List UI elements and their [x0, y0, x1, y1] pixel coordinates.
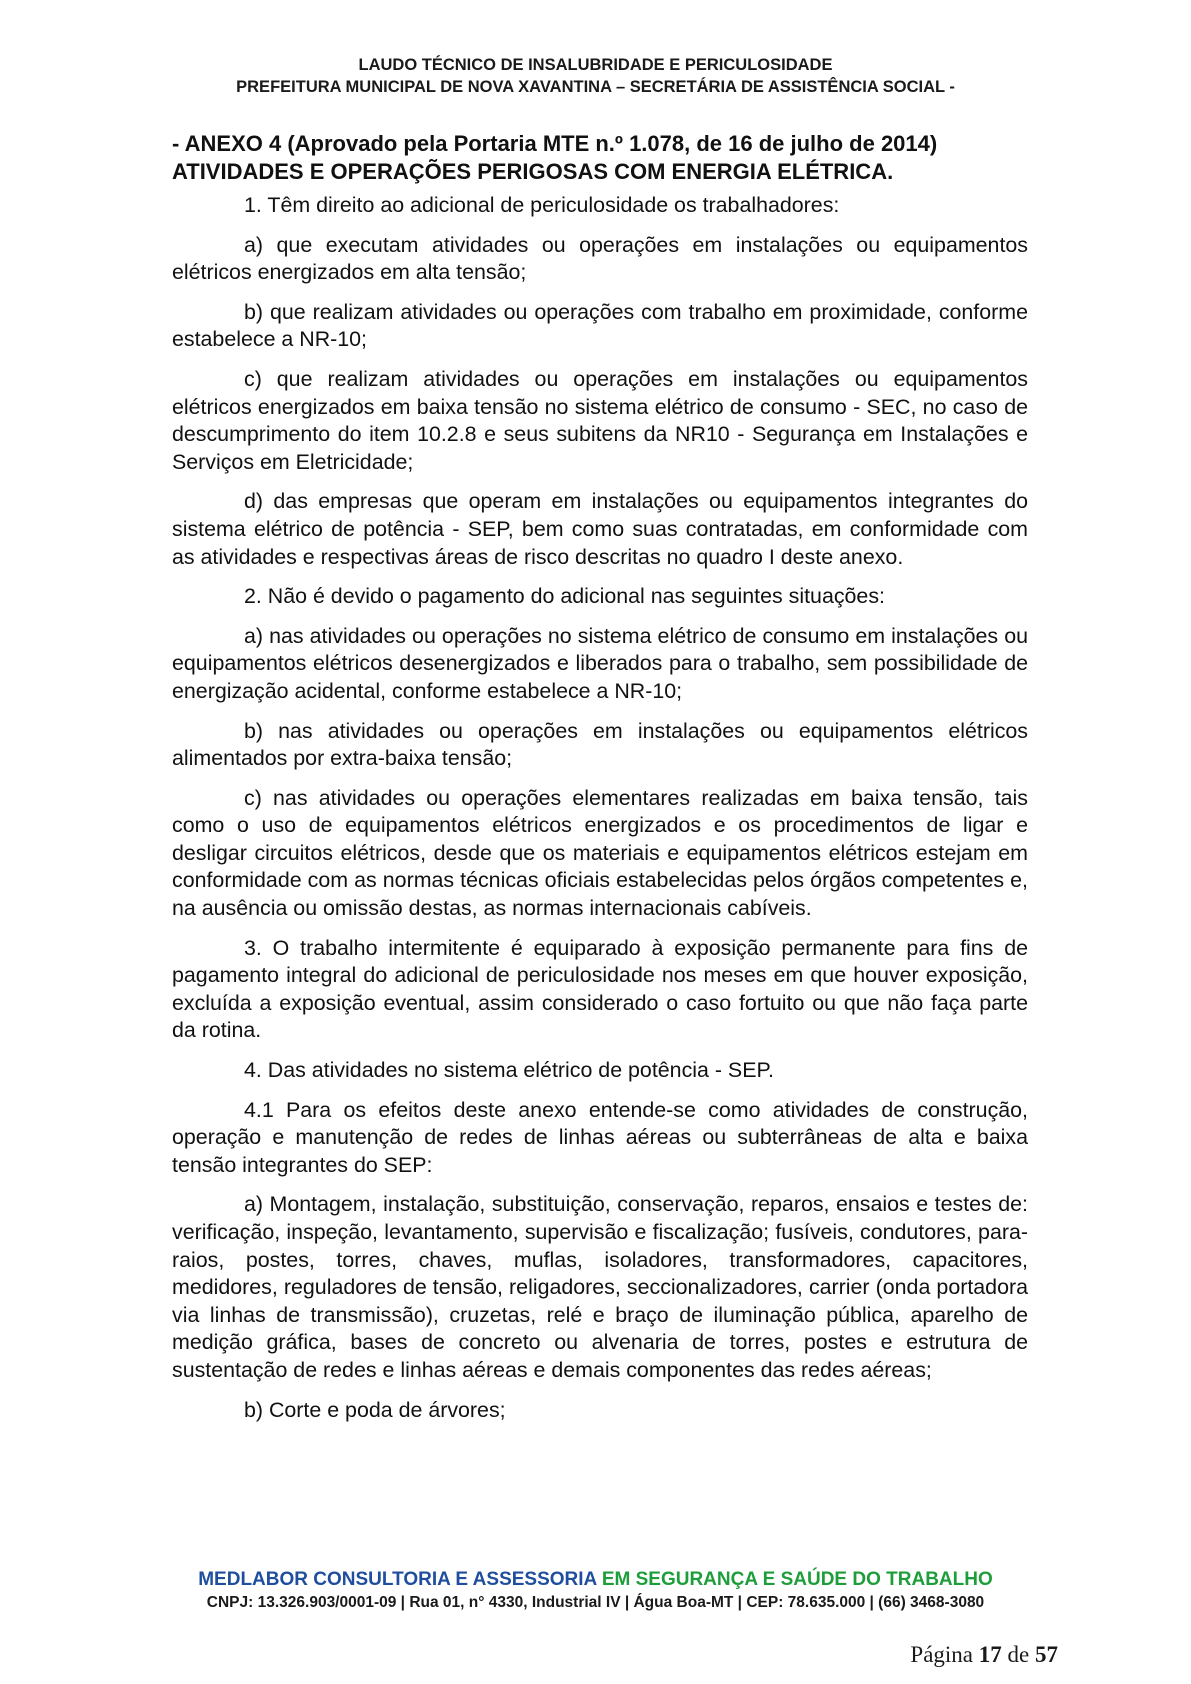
- paragraph: c) nas atividades ou operações elementares realizadas em baixa tensão, tais como o uso de equipamentos elétricos energizados e os procedimentos de ligar e desligar circuitos elétricos, desde que os materiais e equipamentos elétricos estejam em conformidade com as normas técnicas oficiais estabelecidas pelos órgãos competentes e, na ausência ou omissão destas, as normas internacionais cabíveis.: [172, 785, 1028, 921]
- document-body: [172, 130, 1028, 1436]
- annex-title: [172, 130, 1028, 186]
- paragraph: 3. O trabalho intermitente é equiparado à exposição permanente para fins de pagamento integral do adicional de periculosidade nos meses em que houver exposição, excluída a exposição eventual, assim considerado o caso fortuito ou que não faça parte da rotina.: [172, 935, 1028, 1043]
- page-total: 57: [1035, 1642, 1058, 1667]
- page-number: [910, 1642, 1058, 1668]
- paragraph: b) que realizam atividades ou operações com trabalho em proximidade, conforme estabelece a NR-10;: [172, 299, 1028, 352]
- page-separator: de: [1007, 1642, 1030, 1667]
- paragraph: a) nas atividades ou operações no sistema elétrico de consumo em instalações ou equipamentos elétricos desenergizados e liberados para o trabalho, sem possibilidade de energização acidental, conforme estabelece a NR-10;: [172, 623, 1028, 703]
- footer-company: [0, 1568, 1191, 1592]
- footer-address: CNPJ: 13.326.903/0001-09 | Rua 01, n° 4330, Industrial IV | Água Boa-MT | CEP: 78.635.000 | (66) 3468-3080: [206, 1594, 985, 1611]
- paragraph: 1. Têm direito ao adicional de periculosidade os trabalhadores:: [244, 193, 840, 217]
- footer-company-name: MEDLABOR CONSULTORIA E ASSESSORIA: [198, 1569, 597, 1590]
- document-header: [0, 54, 1191, 98]
- page-label: Página: [910, 1642, 974, 1667]
- header-subtitle: PREFEITURA MUNICIPAL DE NOVA XAVANTINA – SECRETÁRIA DE ASSISTÊNCIA SOCIAL -: [236, 78, 955, 96]
- paragraph: b) nas atividades ou operações em instalações ou equipamentos elétricos alimentados por extra-baixa tensão;: [172, 718, 1028, 771]
- document-footer: [0, 1568, 1191, 1614]
- paragraph: 4. Das atividades no sistema elétrico de potência - SEP.: [244, 1058, 774, 1083]
- paragraph: a) que executam atividades ou operações em instalações ou equipamentos elétricos energizados em alta tensão;: [172, 232, 1028, 285]
- paragraph: c) que realizam atividades ou operações em instalações ou equipamentos elétricos energizados em baixa tensão no sistema elétrico de consumo - SEC, no caso de descumprimento do item 10.2.8 e seus subitens da NR10 - Segurança em Instalações e Serviços em Eletricidade;: [172, 366, 1028, 474]
- header-title: LAUDO TÉCNICO DE INSALUBRIDADE E PERICULOSIDADE: [358, 56, 833, 74]
- paragraph: d) das empresas que operam em instalações ou equipamentos integrantes do sistema elétrico de potência - SEP, bem como suas contratadas, em conformidade com as atividades e respectivas áreas de risco descritas no quadro I deste anexo.: [172, 489, 1028, 569]
- annex-title-line2: ATIVIDADES E OPERAÇÕES PERIGOSAS COM ENERGIA ELÉTRICA.: [172, 159, 894, 184]
- footer-company-tagline: EM SEGURANÇA E SAÚDE DO TRABALHO: [596, 1569, 993, 1590]
- page-current: 17: [978, 1642, 1002, 1667]
- paragraph: b) Corte e poda de árvores;: [244, 1397, 506, 1422]
- paragraph: 4.1 Para os efeitos deste anexo entende-se como atividades de construção, operação e manutenção de redes de linhas aéreas ou subterrâneas de alta e baixa tensão integrantes do SEP:: [172, 1097, 1028, 1177]
- paragraph: a) Montagem, instalação, substituição, conservação, reparos, ensaios e testes de: verificação, inspeção, levantamento, supervisão e fiscalização; fusíveis, condutores, para-raios, postes, torres, chaves, muflas, isoladores, transformadores, capacitores, medidores, reguladores de tensão, religadores, seccionalizadores, carrier (onda portadora via linhas de transmissão), cruzetas, relé e braço de iluminação pública, aparelho de medição gráfica, bases de concreto ou alvenaria de torres, postes e estrutura de sustentação de redes e linhas aéreas e demais componentes das redes aéreas;: [172, 1192, 1028, 1382]
- annex-title-line1: - ANEXO 4 (Aprovado pela Portaria MTE n.º 1.078, de 16 de julho de 2014): [172, 131, 938, 156]
- paragraph: 2. Não é devido o pagamento do adicional nas seguintes situações:: [244, 584, 885, 609]
